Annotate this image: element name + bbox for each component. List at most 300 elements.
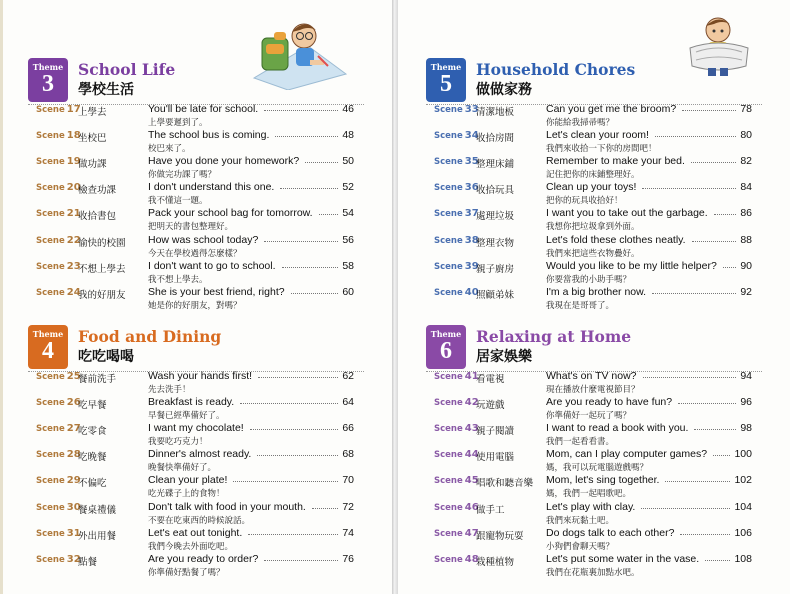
theme-number: 3 [42, 71, 54, 97]
scene-title-zh: 餐前洗手 [78, 374, 117, 385]
scene-phrase: Breakfast is ready. [148, 396, 235, 409]
scene-title-zh: 整理床鋪 [476, 159, 515, 171]
boy-writing-illustration [248, 18, 348, 90]
theme-word: Theme [32, 62, 64, 72]
scene-translation: 我們來玩黏土吧。 [546, 515, 615, 526]
page-number: 48 [342, 129, 354, 142]
scene-phrase: Wash your hands first! [148, 370, 253, 382]
toc-entry[interactable] [0, 208, 392, 234]
toc-entry[interactable] [398, 235, 790, 261]
scene-translation: 早餐已經準備好了。 [148, 411, 225, 422]
scene-phrase: She is your best friend, right? [148, 285, 285, 298]
scene-label [434, 397, 479, 408]
boy-with-laundry-illustration [684, 14, 754, 78]
section-title: Food and Dining [78, 327, 222, 346]
scene-translation: 我不懂這一題。 [148, 196, 208, 207]
page-number: 88 [740, 233, 752, 246]
leader-dots [240, 403, 338, 404]
theme-badge [426, 325, 466, 369]
scene-phrase: I don't understand this one. [148, 181, 275, 194]
scene-translation: 晚餐快準備好了。 [148, 463, 217, 474]
scene-word: Scene [434, 261, 463, 272]
leader-dots [665, 481, 730, 482]
toc-entry[interactable] [0, 287, 392, 313]
scene-label [434, 130, 479, 141]
scene-word: Scene [36, 528, 65, 539]
scene-word: Scene [36, 131, 65, 142]
scene-phrase: You'll be late for school. [148, 103, 259, 115]
scene-label [434, 261, 479, 272]
toc-entry[interactable] [398, 423, 790, 449]
scene-word: Scene [434, 398, 463, 409]
toc-entry[interactable] [0, 235, 392, 261]
scene-number: 47 [464, 527, 479, 539]
scene-number: 30 [66, 501, 81, 513]
page-number: 82 [740, 155, 752, 168]
scene-number: 40 [464, 286, 479, 298]
scene-title-zh: 檢查功課 [78, 185, 117, 197]
scene-word: Scene [434, 372, 463, 382]
scene-label [434, 182, 479, 193]
right-page [398, 0, 790, 594]
theme-badge [28, 58, 68, 102]
section-title-zh: 居家娛樂 [476, 349, 532, 365]
scene-word: Scene [434, 157, 463, 168]
scene-phrase: Would you like to be my little helper? [546, 259, 717, 272]
scene-translation: 我們在花瓶裏加點水吧。 [546, 567, 640, 578]
scene-label [434, 449, 479, 460]
toc-entry[interactable] [0, 104, 392, 130]
scene-number: 35 [464, 156, 479, 168]
page-number: 66 [342, 422, 354, 435]
scene-phrase: I want to read a book with you. [546, 422, 689, 435]
leader-dots [655, 136, 736, 137]
scene-word: Scene [434, 554, 463, 565]
page-number: 96 [740, 396, 752, 409]
scene-word: Scene [36, 424, 65, 435]
scene-number: 23 [66, 260, 81, 272]
scene-label [434, 423, 479, 434]
scene-title-zh: 收拾玩具 [476, 185, 515, 197]
toc-entry[interactable] [0, 130, 392, 156]
scene-translation: 你要當我的小助手嗎？ [546, 274, 632, 285]
scene-translation: 媽，我們一起唱歌吧。 [546, 489, 632, 500]
scene-title-zh: 外出用餐 [78, 530, 117, 542]
scene-number: 29 [66, 475, 81, 487]
scene-word: Scene [434, 209, 463, 220]
scene-word: Scene [36, 235, 65, 246]
toc-entry[interactable] [398, 182, 790, 208]
scene-word: Scene [36, 372, 65, 382]
scene-word: Scene [434, 235, 463, 246]
page-number: 108 [734, 552, 752, 565]
scene-label [434, 371, 479, 382]
scene-phrase: Clean up your toys! [546, 181, 637, 194]
scene-translation: 你做完功課了嗎？ [148, 170, 217, 181]
scene-label [36, 554, 81, 565]
scene-translation: 我們一起看看書。 [546, 437, 615, 448]
scene-translation: 我想你把垃圾拿到外面。 [546, 222, 640, 233]
scene-translation: 記住把你的床鋪整理好。 [546, 170, 640, 181]
scene-translation: 我們今晚去外面吃吧。 [148, 541, 234, 552]
leader-dots [250, 429, 338, 430]
scene-title-zh: 收拾書包 [78, 211, 117, 223]
theme-word: Theme [430, 329, 462, 339]
scene-phrase: I want my chocolate! [148, 422, 244, 435]
toc-entry[interactable] [0, 182, 392, 208]
scene-title-zh: 我的好朋友 [78, 289, 126, 301]
scene-translation: 不要在吃東西的時候說話。 [148, 515, 251, 526]
leader-dots [692, 241, 736, 242]
scene-number: 44 [464, 449, 479, 461]
scene-label [36, 287, 81, 298]
leader-dots [680, 534, 730, 535]
scene-label [434, 475, 479, 486]
toc-entry[interactable] [0, 156, 392, 182]
scene-label [36, 423, 81, 434]
toc-entry[interactable] [0, 397, 392, 423]
scene-title-zh: 親子閱讀 [476, 426, 515, 438]
toc-entry[interactable] [0, 449, 392, 475]
scene-number: 31 [66, 527, 81, 539]
toc-entry[interactable] [398, 554, 790, 580]
scene-phrase: Don't talk with food in your mouth. [148, 500, 306, 513]
scene-number: 17 [66, 104, 81, 115]
scene-number: 43 [464, 423, 479, 435]
section-title: School Life [78, 60, 176, 79]
scene-title-zh: 照顧弟妹 [476, 289, 515, 301]
scene-number: 27 [66, 423, 81, 435]
scene-number: 33 [464, 104, 479, 115]
toc-entry[interactable] [0, 371, 392, 397]
scene-number: 38 [464, 234, 479, 246]
scene-label [434, 554, 479, 565]
leader-dots [694, 429, 736, 430]
page-number: 56 [342, 233, 354, 246]
leader-dots [248, 534, 338, 535]
scene-word: Scene [434, 450, 463, 461]
scene-number: 25 [66, 371, 81, 382]
scene-translation: 我不想上學去。 [148, 274, 208, 285]
scene-word: Scene [434, 183, 463, 194]
scene-title-zh: 上學去 [78, 107, 107, 118]
scene-number: 18 [66, 130, 81, 142]
leader-dots [678, 403, 736, 404]
page-number: 80 [740, 129, 752, 142]
scene-title-zh: 吃晚餐 [78, 452, 107, 464]
leader-dots [258, 377, 338, 378]
scene-number: 36 [464, 182, 479, 194]
leader-dots [642, 188, 736, 189]
page-number: 78 [740, 103, 752, 115]
scene-number: 26 [66, 397, 81, 409]
page-number: 58 [342, 259, 354, 272]
scene-word: Scene [36, 476, 65, 487]
scene-translation: 先去洗手！ [148, 385, 191, 395]
leader-dots [291, 293, 338, 294]
page-number: 98 [740, 422, 752, 435]
theme-badge [28, 325, 68, 369]
leader-dots [714, 214, 736, 215]
scene-word: Scene [36, 398, 65, 409]
scene-label [36, 104, 81, 115]
scene-number: 32 [66, 553, 81, 565]
page-number: 46 [342, 103, 354, 115]
scene-title-zh: 處理垃圾 [476, 211, 515, 223]
scene-title-zh: 做手工 [476, 504, 505, 516]
scene-word: Scene [36, 157, 65, 168]
scene-phrase: How was school today? [148, 233, 259, 246]
page-number: 54 [342, 207, 354, 220]
page-number: 106 [734, 526, 752, 539]
section-title: Relaxing at Home [476, 327, 632, 346]
leader-dots [305, 162, 338, 163]
page-number: 90 [740, 259, 752, 272]
toc-entry[interactable] [398, 475, 790, 501]
scene-label [36, 235, 81, 246]
scene-title-zh: 清潔地板 [476, 107, 515, 118]
scene-number: 37 [464, 208, 479, 220]
scene-word: Scene [36, 502, 65, 513]
scene-label [36, 449, 81, 460]
leader-dots [691, 162, 736, 163]
scene-label [36, 156, 81, 167]
scene-label [434, 104, 479, 115]
scene-phrase: Mom, let's sing together. [546, 474, 660, 487]
toc-entry[interactable] [398, 449, 790, 475]
scene-word: Scene [36, 105, 65, 115]
scene-word: Scene [36, 183, 65, 194]
leader-dots [641, 508, 730, 509]
scene-title-zh: 栽種植物 [476, 556, 515, 568]
leader-dots [312, 508, 338, 509]
section-title: Household Chores [476, 60, 636, 79]
scene-translation: 今天在學校過得怎麼樣？ [148, 248, 242, 259]
scene-label [434, 528, 479, 539]
theme-word: Theme [430, 62, 462, 72]
leader-dots [643, 377, 736, 378]
toc-entry[interactable] [398, 371, 790, 397]
toc-entry[interactable] [398, 287, 790, 313]
scene-translation: 現在播放什麼電視節目？ [546, 385, 640, 395]
scene-title-zh: 跟寵物玩耍 [476, 530, 524, 542]
scene-label [36, 397, 81, 408]
toc-entry[interactable] [0, 423, 392, 449]
scene-phrase: Let's clean your room! [546, 129, 649, 142]
scene-phrase: Remember to make your bed. [546, 155, 685, 168]
scene-word: Scene [36, 554, 65, 565]
scene-title-zh: 親子廚房 [476, 263, 515, 275]
scene-phrase: Let's play with clay. [546, 500, 636, 513]
page-number: 64 [342, 396, 354, 409]
scene-title-zh: 做功課 [78, 159, 107, 171]
theme-number: 6 [440, 338, 452, 364]
scene-label [36, 182, 81, 193]
leader-dots [280, 188, 338, 189]
leader-dots [257, 455, 338, 456]
scene-label [36, 475, 81, 486]
scene-word: Scene [36, 209, 65, 220]
scene-phrase: Let's eat out tonight. [148, 526, 243, 539]
page-number: 68 [342, 448, 354, 461]
scene-title-zh: 玩遊戲 [476, 400, 505, 412]
scene-number: 21 [66, 208, 81, 220]
toc-entry[interactable] [398, 397, 790, 423]
scene-label [434, 208, 479, 219]
page-number: 60 [342, 285, 354, 298]
scene-number: 46 [464, 501, 479, 513]
scene-phrase: Mom, can I play computer games? [546, 448, 708, 461]
scene-word: Scene [434, 105, 463, 115]
scene-translation: 我要吃巧克力！ [148, 437, 208, 448]
scene-translation: 你準備好點餐了嗎？ [148, 567, 225, 578]
scene-translation: 你能給我掃帚嗎？ [546, 118, 615, 128]
leader-dots [264, 110, 338, 111]
scene-translation: 我們來收拾一下你的房間吧！ [546, 144, 657, 155]
page-number: 102 [734, 474, 752, 487]
page-number: 100 [734, 448, 752, 461]
scene-translation: 媽，我可以玩電腦遊戲嗎？ [546, 463, 649, 474]
scene-phrase: Are you ready to have fun? [546, 396, 673, 409]
page-number: 70 [342, 474, 354, 487]
page-number: 52 [342, 181, 354, 194]
scene-phrase: Do dogs talk to each other? [546, 526, 675, 539]
scene-title-zh: 吃零食 [78, 426, 107, 438]
scene-number: 48 [464, 553, 479, 565]
page-number: 84 [740, 181, 752, 194]
toc-entry[interactable] [398, 156, 790, 182]
scene-number: 42 [464, 397, 479, 409]
scene-number: 24 [66, 286, 81, 298]
theme-number: 5 [440, 71, 452, 97]
leader-dots [275, 136, 338, 137]
scene-number: 28 [66, 449, 81, 461]
toc-entry[interactable] [398, 208, 790, 234]
scene-label [36, 371, 81, 382]
section-title-zh: 吃吃喝喝 [78, 349, 134, 365]
scene-number: 20 [66, 182, 81, 194]
scene-number: 41 [464, 371, 479, 382]
leader-dots [723, 267, 736, 268]
scene-label [36, 528, 81, 539]
scene-title-zh: 不偏吃 [78, 478, 107, 490]
toc-entry[interactable] [398, 502, 790, 528]
scene-title-zh: 不想上學去 [78, 263, 126, 275]
scene-title-zh: 使用電腦 [476, 452, 515, 464]
page-number: 72 [342, 500, 354, 513]
toc-entry[interactable] [0, 261, 392, 287]
scene-title-zh: 點餐 [78, 556, 98, 568]
leader-dots [319, 214, 338, 215]
scene-word: Scene [434, 131, 463, 142]
section-title-zh: 學校生活 [78, 82, 134, 98]
scene-phrase: Let's fold these clothes neatly. [546, 233, 686, 246]
scene-phrase: Have you done your homework? [148, 155, 300, 168]
scene-label [434, 156, 479, 167]
scene-word: Scene [434, 502, 463, 513]
theme-word: Theme [32, 329, 64, 339]
scene-word: Scene [434, 476, 463, 487]
scene-title-zh: 唱歌和聽音樂 [476, 478, 534, 490]
toc-entry[interactable] [0, 502, 392, 528]
toc-entry[interactable] [0, 475, 392, 501]
left-page [0, 0, 392, 594]
theme-number: 4 [42, 338, 54, 364]
leader-dots [713, 455, 730, 456]
scene-translation: 把明天的書包整理好。 [148, 222, 234, 233]
scene-word: Scene [434, 424, 463, 435]
scene-translation: 我現在是哥哥了。 [546, 300, 615, 311]
scene-phrase: I want you to take out the garbage. [546, 207, 708, 220]
page-number: 86 [740, 207, 752, 220]
scene-phrase: I don't want to go to school. [148, 259, 276, 272]
leader-dots [233, 481, 338, 482]
scene-phrase: What's on TV now? [546, 370, 637, 382]
toc-entry[interactable] [398, 261, 790, 287]
scene-label [434, 235, 479, 246]
scene-phrase: Are you ready to order? [148, 552, 259, 565]
toc-entry[interactable] [398, 130, 790, 156]
leader-dots [682, 110, 736, 111]
page-number: 94 [740, 370, 752, 382]
scene-number: 45 [464, 475, 479, 487]
leader-dots [282, 267, 338, 268]
toc-entry[interactable] [0, 528, 392, 554]
scene-title-zh: 吃早餐 [78, 400, 107, 412]
scene-translation: 吃光碟子上的食物！ [148, 489, 225, 500]
scene-phrase: Dinner's almost ready. [148, 448, 252, 461]
page-number: 62 [342, 370, 354, 382]
page-number: 50 [342, 155, 354, 168]
toc-entry[interactable] [398, 104, 790, 130]
leader-dots [264, 241, 338, 242]
theme-badge [426, 58, 466, 102]
scene-phrase: Pack your school bag for tomorrow. [148, 207, 313, 220]
scene-title-zh: 看電視 [476, 374, 505, 385]
scene-label [434, 502, 479, 513]
scene-label [36, 130, 81, 141]
scene-title-zh: 整理衣物 [476, 237, 515, 249]
scene-number: 34 [464, 130, 479, 142]
scene-label [36, 261, 81, 272]
page-number: 74 [342, 526, 354, 539]
scene-word: Scene [36, 261, 65, 272]
scene-translation: 小狗們會聊天嗎？ [546, 541, 615, 552]
toc-entry[interactable] [0, 554, 392, 580]
scene-word: Scene [36, 450, 65, 461]
page-number: 76 [342, 552, 354, 565]
scene-phrase: Clean your plate! [148, 474, 228, 487]
scene-translation: 我們來把這些衣物疊好。 [546, 248, 640, 259]
page-number: 104 [734, 500, 752, 513]
scene-word: Scene [36, 287, 65, 298]
scene-title-zh: 餐桌禮儀 [78, 504, 117, 516]
leader-dots [705, 560, 730, 561]
scene-title-zh: 愉快的校園 [78, 237, 126, 249]
section-title-zh: 做做家務 [476, 82, 532, 98]
scene-title-zh: 坐校巴 [78, 133, 107, 145]
leader-dots [264, 560, 338, 561]
scene-translation: 校巴來了。 [148, 144, 191, 155]
scene-translation: 你準備好一起玩了嗎？ [546, 411, 632, 422]
scene-phrase: The school bus is coming. [148, 129, 270, 142]
scene-word: Scene [434, 287, 463, 298]
toc-entry[interactable] [398, 528, 790, 554]
scene-label [36, 502, 81, 513]
scene-number: 39 [464, 260, 479, 272]
scene-phrase: Can you get me the broom? [546, 103, 677, 115]
scene-translation: 上學要遲到了。 [148, 118, 208, 128]
